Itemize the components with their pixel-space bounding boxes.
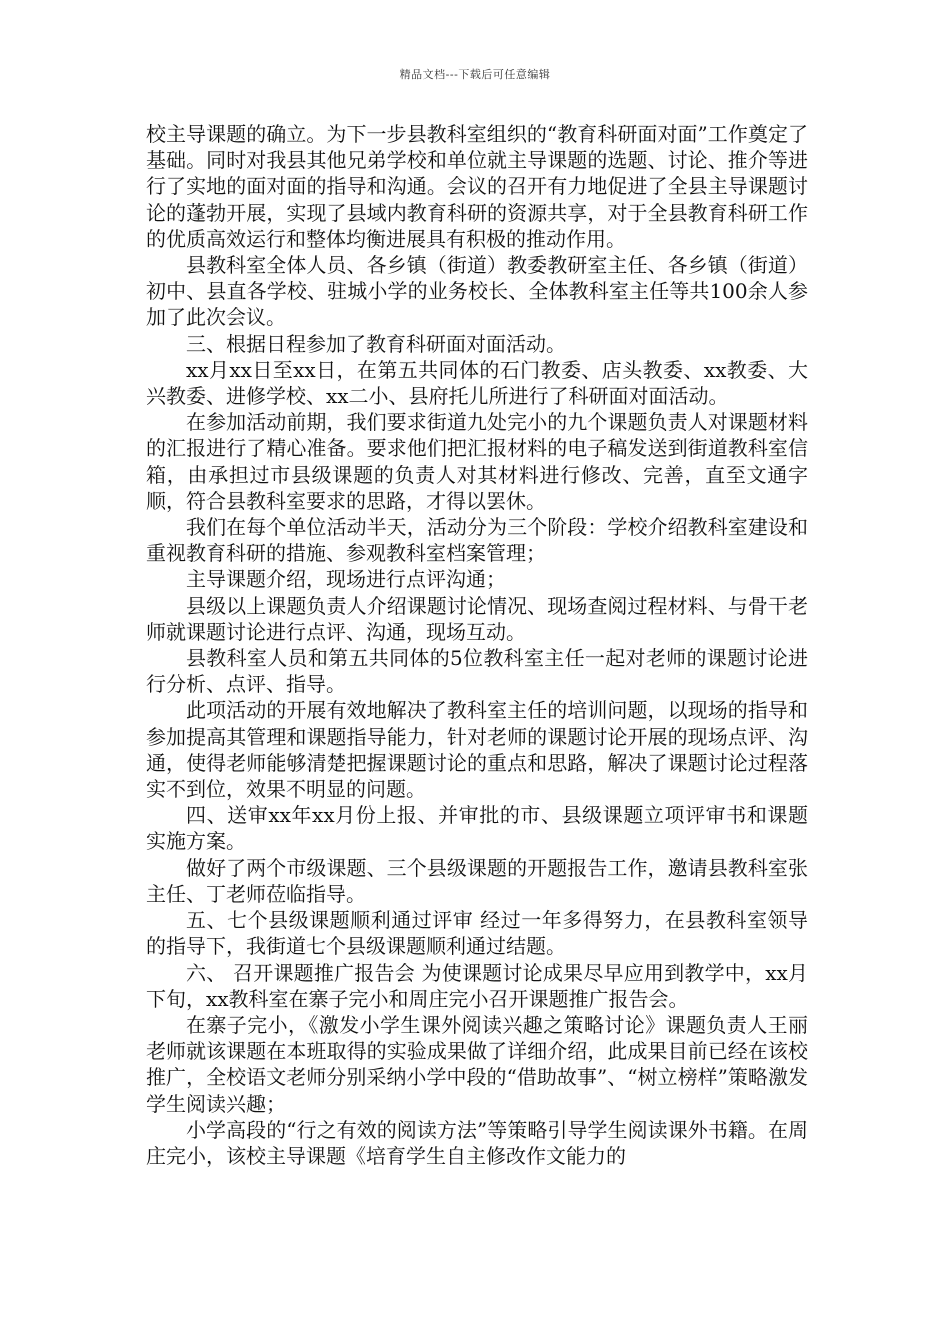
document-body [146, 121, 808, 1169]
section-heading: 三、根据日程参加了教育科研面对面活动。 [186, 331, 566, 356]
page-header: 精品文档---下载后可任意编辑 [399, 68, 551, 81]
section-heading: 五、七个县级课题顺利通过评审 经过一年多得努力，在县教科室领导的指导下，我街道七个县级课题顺利通过结题。 [146, 908, 808, 959]
paragraph: 县教科室全体人员、各乡镇（街道）教委教研室主任、各乡镇（街道）初中、县直各学校、驻城小学的业务校长、全体教科室主任等共100余人参加了此次会议。 [146, 253, 808, 330]
paragraph: 主导课题介绍，现场进行点评沟通； [186, 567, 506, 592]
paragraph: 校主导课题的确立。为下一步县教科室组织的“教育科研面对面”工作奠定了基础。同时对我县其他兄弟学校和单位就主导课题的选题、讨论、推介等进行了实地的面对面的指导和沟通。会议的召开有力地促进了全县主导课题讨论的蓬勃开展，实现了县域内教育科研的资源共享，对于全县教育科研工作的优质高效运行和整体均衡进展具有积极的推动作用。 [146, 122, 808, 251]
paragraph: 小学高段的“行之有效的阅读方法”等策略引导学生阅读课外书籍。在周庄完小，该校主导课题《培育学生自主修改作文能力的 [146, 1117, 808, 1168]
section-heading: 六、 召开课题推广报告会 为使课题讨论成果尽早应用到教学中，xx月下旬，xx教科室在寨子完小和周庄完小召开课题推广报告会。 [146, 960, 808, 1011]
paragraph: 我们在每个单位活动半天，活动分为三个阶段：学校介绍教科室建设和重视教育科研的措施、参观教科室档案管理； [146, 515, 808, 566]
paragraph: 县教科室人员和第五共同体的5位教科室主任一起对老师的课题讨论进行分析、点评、指导。 [146, 646, 808, 697]
section-heading: 四、送审xx年xx月份上报、并审批的市、县级课题立项评审书和课题实施方案。 [146, 803, 808, 854]
paragraph: 县级以上课题负责人介绍课题讨论情况、现场查阅过程材料、与骨干老师就课题讨论进行点评、沟通，现场互动。 [146, 593, 808, 644]
paragraph: 在寨子完小，《激发小学生课外阅读兴趣之策略讨论》课题负责人王丽老师就该课题在本班取得的实验成果做了详细介绍，此成果目前已经在该校推广，全校语文老师分别采纳小学中段的“借助故事”、“树立榜样”策略激发学生阅读兴趣； [146, 1012, 808, 1116]
paragraph: 做好了两个市级课题、三个县级课题的开题报告工作，邀请县教科室张主任、丁老师莅临指导。 [146, 855, 808, 906]
paragraph: xx月xx日至xx日，在第五共同体的石门教委、店头教委、xx教委、大兴教委、进修学校、xx二小、县府托儿所进行了科研面对面活动。 [146, 357, 808, 409]
paragraph: 在参加活动前期，我们要求街道九处完小的九个课题负责人对课题材料的汇报进行了精心准备。要求他们把汇报材料的电子稿发送到街道教科室信箱，由承担过市县级课题的负责人对其材料进行修改、完善，直至文通字顺，符合县教科室要求的思路，才得以罢休。 [146, 410, 808, 513]
paragraph: 此项活动的开展有效地解决了教科室主任的培训问题，以现场的指导和参加提高其管理和课题指导能力，针对老师的课题讨论开展的现场点评、沟通，使得老师能够清楚把握课题讨论的重点和思路，解决了课题讨论过程落实不到位，效果不明显的问题。 [146, 698, 808, 802]
